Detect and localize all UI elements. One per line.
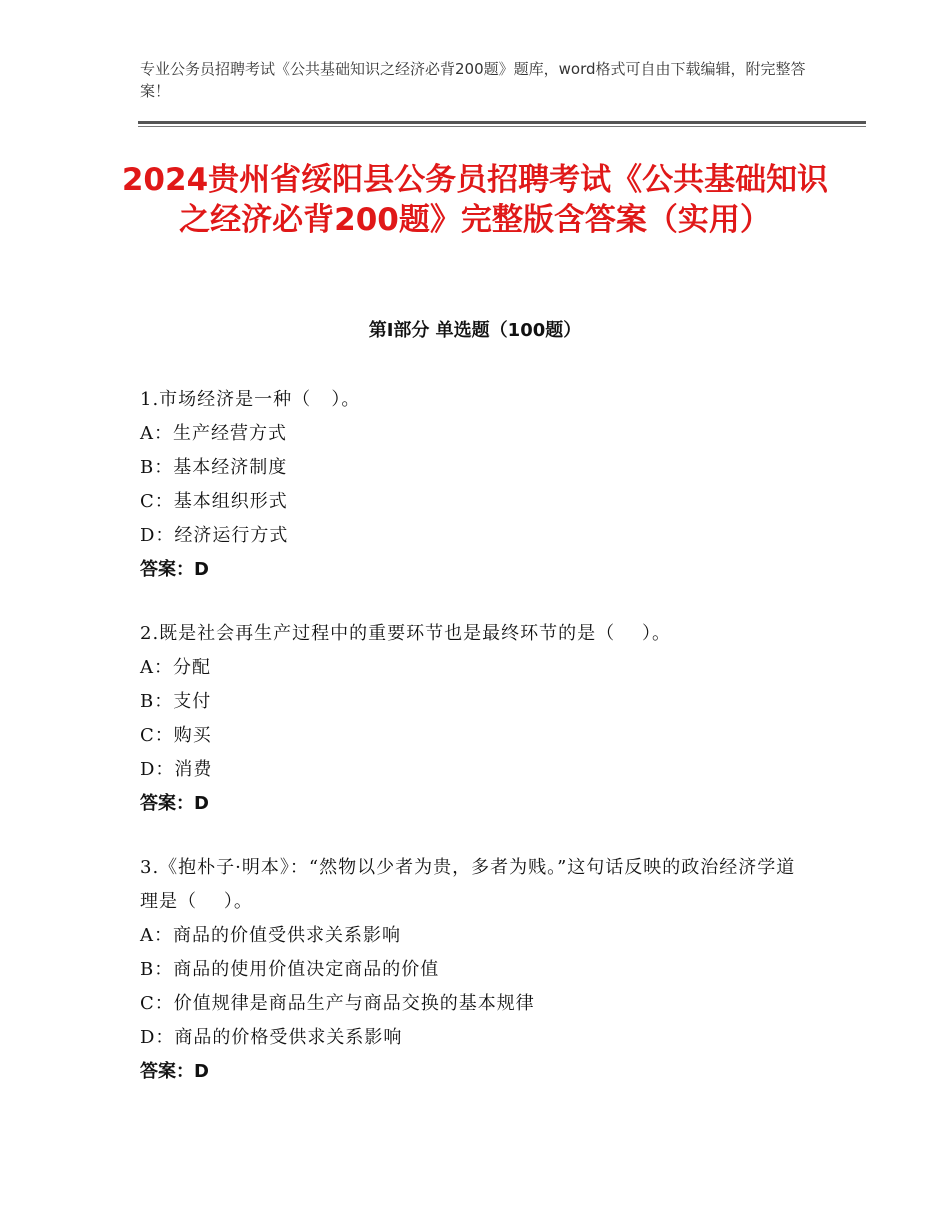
question-list <box>140 383 840 1119</box>
option-c: C：购买 <box>140 725 212 746</box>
answer-line: 答案：D <box>140 793 209 814</box>
question-stem: 3.《抱朴子·明本》：“然物以少者为贵，多者为贱。”这句话反映的政治经济学道理是（ ）。 <box>140 857 796 912</box>
question-stem: 1.市场经济是一种（ ）。 <box>140 389 361 410</box>
question-2 <box>140 617 840 821</box>
header-rule-thin <box>138 126 866 127</box>
header-rule-thick <box>138 121 866 124</box>
question-stem: 2.既是社会再生产过程中的重要环节也是最终环节的是（ ）。 <box>140 623 672 644</box>
option-b: B：商品的使用价值决定商品的价值 <box>140 959 440 980</box>
option-d: D：经济运行方式 <box>140 525 289 546</box>
header-note: 专业公务员招聘考试《公共基础知识之经济必背200题》题库，word格式可自由下载编辑，附完整答案！ <box>140 60 806 100</box>
question-3 <box>140 851 840 1089</box>
document-title: 2024贵州省绥阳县公务员招聘考试《公共基础知识之经济必背200题》完整版含答案（实用） <box>121 162 829 238</box>
option-d: D：消费 <box>140 759 213 780</box>
question-1 <box>140 383 840 587</box>
answer-line: 答案：D <box>140 1061 209 1082</box>
section-heading: 第Ⅰ部分 单选题（100题） <box>368 320 582 341</box>
option-d: D：商品的价格受供求关系影响 <box>140 1027 403 1048</box>
option-b: B：支付 <box>140 691 212 712</box>
option-b: B：基本经济制度 <box>140 457 288 478</box>
answer-line: 答案：D <box>140 559 209 580</box>
option-a: A：生产经营方式 <box>140 423 287 444</box>
option-c: C：基本组织形式 <box>140 491 288 512</box>
option-a: A：分配 <box>140 657 211 678</box>
option-a: A：商品的价值受供求关系影响 <box>140 925 401 946</box>
option-c: C：价值规律是商品生产与商品交换的基本规律 <box>140 993 535 1014</box>
